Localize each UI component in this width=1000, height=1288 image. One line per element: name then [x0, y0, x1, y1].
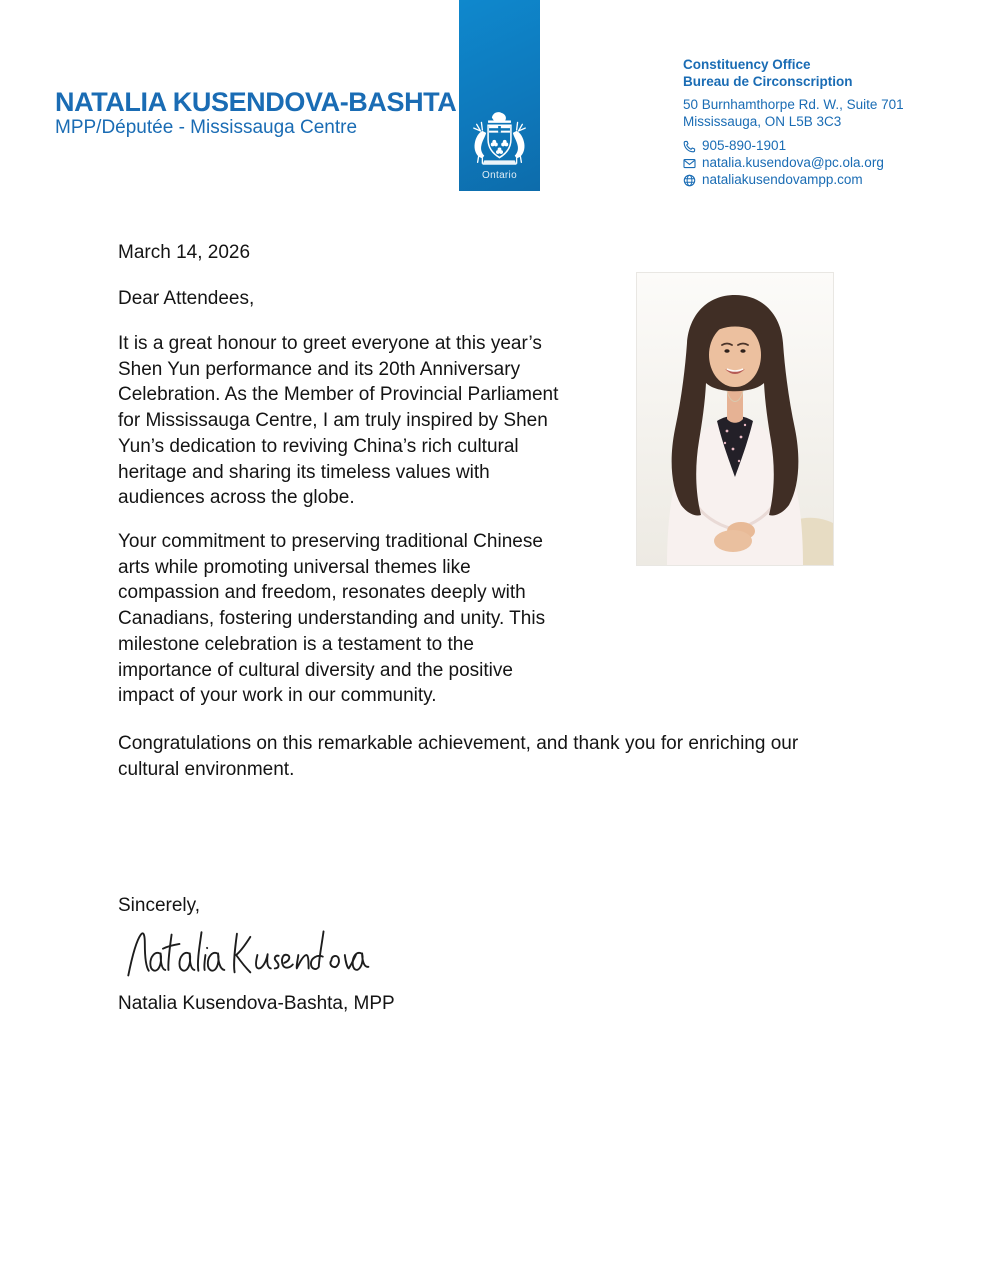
mpp-name-heading: NATALIA KUSENDOVA-BASHTA — [55, 87, 457, 117]
office-label-en: Constituency Office — [683, 57, 811, 72]
phone-icon — [683, 140, 696, 153]
mpp-title: MPP/Députée - Mississauga Centre — [55, 117, 358, 138]
contact-block — [683, 56, 904, 188]
ontario-banner — [459, 0, 540, 191]
phone-number: 905-890-1901 — [702, 138, 787, 153]
paragraph-3: Congratulations on this remarkable achievement, and thank you for enriching our cultural environment. — [118, 733, 799, 780]
address-line-2: Mississauga, ON L5B 3C3 — [683, 113, 842, 129]
globe-icon — [683, 174, 696, 187]
website-row — [683, 172, 904, 188]
office-label-fr: Bureau de Circonscription — [683, 74, 853, 89]
closing: Sincerely, — [118, 895, 201, 916]
email-icon — [683, 157, 696, 170]
portrait-photo — [637, 273, 833, 565]
salutation: Dear Attendees, — [118, 288, 255, 309]
ontario-coat-of-arms-icon — [469, 110, 530, 169]
portrait-image — [637, 273, 833, 565]
signature-image — [122, 922, 370, 988]
email-address: natalia.kusendova@pc.ola.org — [702, 155, 884, 170]
letter-date: March 14, 2026 — [118, 242, 251, 263]
website-url: nataliakusendovampp.com — [702, 172, 863, 187]
paragraph-1: It is a great honour to greet everyone at this year’s Shen Yun performance and its 20th Anniversary Celebration. As the Member of Provincial Parliament for Mississauga Centre, I am truly inspired by Shen Yun’s dedication to reviving China’s rich cultural heritage and sharing its timeless values with audiences across the globe. — [118, 333, 559, 509]
paragraph-2: Your commitment to preserving traditional Chinese arts while promoting universal themes like compassion and freedom, resonates deeply with Canadians, fostering understanding and unity. This milestone celebration is a testament to the importance of cultural diversity and the positive impact of your work in our community. — [118, 531, 546, 707]
phone-row — [683, 138, 904, 154]
email-row — [683, 155, 904, 171]
signer-name: Natalia Kusendova-Bashta, MPP — [118, 993, 395, 1014]
address-line-1: 50 Burnhamthorpe Rd. W., Suite 701 — [683, 97, 904, 112]
letterhead — [55, 88, 456, 139]
ontario-wordmark: Ontario — [482, 170, 517, 181]
